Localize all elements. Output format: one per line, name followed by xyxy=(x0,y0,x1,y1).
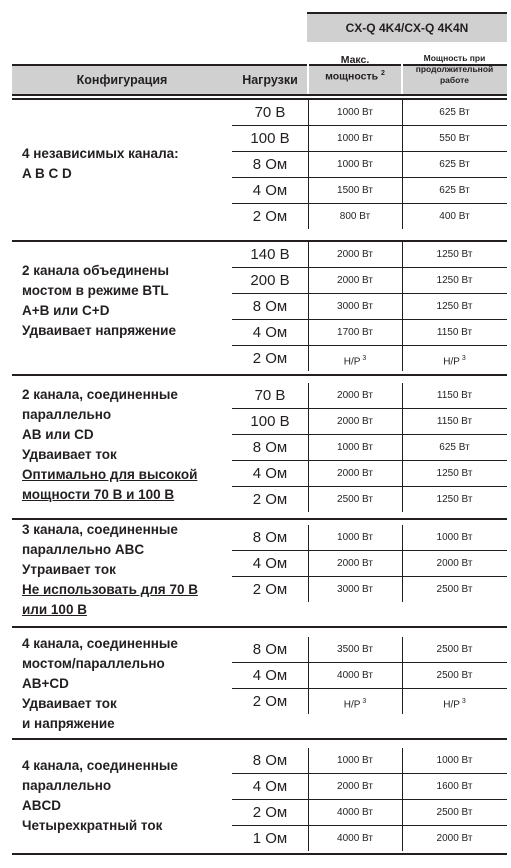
load-cell-value: 4 Ом xyxy=(252,778,288,795)
max-power-cell-value: 800 Вт xyxy=(339,211,371,222)
header-divider xyxy=(401,44,403,94)
continuous-power-cell-value: 400 Вт xyxy=(439,211,470,222)
table-bottom-border xyxy=(12,853,507,855)
configuration-line: Удваивает ток xyxy=(22,696,117,711)
load-cell xyxy=(232,242,308,267)
continuous-power-cell-value: 1250 Вт xyxy=(436,301,473,312)
load-cell xyxy=(232,320,308,345)
continuous-power-cell xyxy=(402,100,507,125)
continuous-power-cell-value: 2500 Вт xyxy=(436,584,473,595)
configuration-line: 2 канала, соединенные xyxy=(22,387,178,402)
load-cell xyxy=(232,689,308,715)
group-separator xyxy=(12,738,507,740)
table-row xyxy=(232,346,507,372)
continuous-power-cell xyxy=(402,435,507,460)
continuous-power-cell xyxy=(402,551,507,576)
load-cell-value: 8 Ом xyxy=(252,156,288,173)
continuous-power-cell xyxy=(402,294,507,319)
max-power-cell xyxy=(308,268,402,293)
column-divider xyxy=(402,242,403,371)
configuration-line: параллельно xyxy=(22,407,112,422)
load-cell-value: 8 Ом xyxy=(252,641,288,658)
load-cell xyxy=(232,383,308,408)
configuration-line: ABCD xyxy=(22,798,61,813)
continuous-power-cell-value: 2500 Вт xyxy=(436,670,473,681)
continuous-power-cell-value: 625 Вт xyxy=(439,185,470,196)
continuous-power-label-line2: продолжительной xyxy=(415,63,494,74)
load-cell xyxy=(232,577,308,603)
load-cell-value: 8 Ом xyxy=(252,439,288,456)
max-power-cell-value: 1000 Вт xyxy=(337,755,373,766)
table-row xyxy=(232,242,507,268)
max-power-cell xyxy=(308,800,402,825)
load-cell-value: 140 В xyxy=(250,246,290,263)
configuration-line: 2 канала объединены xyxy=(22,263,169,278)
continuous-power-cell-value: 1600 Вт xyxy=(436,781,473,792)
max-power-cell xyxy=(308,126,402,151)
continuous-power-cell xyxy=(402,748,507,773)
load-cell xyxy=(232,551,308,576)
load-cell-value: 8 Ом xyxy=(252,298,288,315)
continuous-power-cell-value: 625 Вт xyxy=(439,107,470,118)
max-power-cell xyxy=(308,204,402,230)
table-row xyxy=(232,800,507,826)
continuous-power-cell xyxy=(402,663,507,688)
max-power-cell xyxy=(308,826,402,852)
continuous-power-label-line1: Мощность при xyxy=(423,52,486,63)
max-power-cell-value: Н/Р xyxy=(343,699,361,711)
load-cell xyxy=(232,409,308,434)
table-row xyxy=(232,487,507,513)
max-power-cell-value: 4000 Вт xyxy=(337,807,373,818)
max-power-cell xyxy=(308,487,402,513)
table-row xyxy=(232,435,507,461)
max-power-cell xyxy=(308,461,402,486)
header-divider xyxy=(307,44,309,94)
continuous-power-column-header xyxy=(402,44,507,94)
max-power-cell xyxy=(308,294,402,319)
load-cell xyxy=(232,100,308,125)
load-cell-value: 70 В xyxy=(254,104,286,121)
continuous-power-cell-value: Н/Р xyxy=(443,356,460,368)
column-divider xyxy=(402,637,403,714)
configuration-line: параллельно xyxy=(22,778,112,793)
continuous-power-cell-value: 550 Вт xyxy=(439,133,470,144)
load-cell-value: 2 Ом xyxy=(252,581,288,598)
continuous-power-cell xyxy=(402,383,507,408)
configuration-line: Четырехкратный ток xyxy=(22,818,163,833)
load-cell xyxy=(232,346,308,372)
max-power-cell-value: 3500 Вт xyxy=(337,644,373,655)
max-power-cell xyxy=(308,152,402,177)
footnote-marker: 3 xyxy=(360,355,367,362)
load-cell xyxy=(232,525,308,550)
configuration-line: 4 канала, соединенные xyxy=(22,636,178,651)
continuous-power-cell xyxy=(402,689,507,715)
max-power-cell xyxy=(308,346,402,372)
continuous-power-cell xyxy=(402,320,507,345)
column-divider xyxy=(402,383,403,512)
load-cell-value: 1 Ом xyxy=(252,830,288,847)
load-cell xyxy=(232,748,308,773)
table-row xyxy=(232,100,507,126)
load-cell-value: 70 В xyxy=(254,387,286,404)
configuration-line: Утраивает ток xyxy=(22,562,116,577)
configuration-description xyxy=(22,144,232,184)
table-row xyxy=(232,461,507,487)
load-cell xyxy=(232,152,308,177)
configuration-line: A B C D xyxy=(22,166,72,181)
table-row xyxy=(232,663,507,689)
max-power-cell-value: 1000 Вт xyxy=(337,159,373,170)
table-row xyxy=(232,204,507,230)
configuration-line: AB или CD xyxy=(22,427,94,442)
continuous-power-cell-value: 625 Вт xyxy=(439,159,470,170)
configuration-description xyxy=(22,520,232,620)
max-power-cell-value: 3000 Вт xyxy=(337,584,373,595)
max-power-cell-value: 2000 Вт xyxy=(337,275,373,286)
column-divider xyxy=(308,242,309,371)
continuous-power-cell-value: 1250 Вт xyxy=(436,249,473,260)
load-cell-value: 200 В xyxy=(250,272,290,289)
configuration-description xyxy=(22,634,232,734)
load-cell-value: 2 Ом xyxy=(252,491,288,508)
table-row xyxy=(232,126,507,152)
max-power-cell xyxy=(308,435,402,460)
max-power-cell-value: 2500 Вт xyxy=(337,494,373,505)
load-cell xyxy=(232,126,308,151)
max-power-cell xyxy=(308,689,402,715)
table-row xyxy=(232,383,507,409)
load-cell xyxy=(232,204,308,230)
continuous-power-cell xyxy=(402,242,507,267)
column-divider xyxy=(402,525,403,602)
continuous-power-cell xyxy=(402,346,507,372)
table-row xyxy=(232,268,507,294)
continuous-power-cell-value: 1250 Вт xyxy=(436,494,473,505)
max-power-cell-value: 2000 Вт xyxy=(337,390,373,401)
continuous-power-cell xyxy=(402,204,507,230)
max-power-cell-value: 2000 Вт xyxy=(337,558,373,569)
load-cell-value: 100 В xyxy=(250,413,290,430)
max-power-cell-value: 1000 Вт xyxy=(337,532,373,543)
table-row xyxy=(232,774,507,800)
table-row xyxy=(232,551,507,577)
configuration-line: 4 канала, соединенные xyxy=(22,758,178,773)
max-power-cell xyxy=(308,525,402,550)
max-power-cell xyxy=(308,551,402,576)
configuration-line: мощности 70 В и 100 В xyxy=(22,487,175,502)
continuous-power-cell xyxy=(402,525,507,550)
continuous-power-cell-value: 2500 Вт xyxy=(436,644,473,655)
max-power-cell xyxy=(308,748,402,773)
load-cell xyxy=(232,637,308,662)
continuous-power-cell-value: 2500 Вт xyxy=(436,807,473,818)
footnote-marker: 3 xyxy=(459,698,466,705)
configuration-description xyxy=(22,385,232,505)
configuration-line: Не использовать для 70 В xyxy=(22,582,198,597)
continuous-power-cell-value: 625 Вт xyxy=(439,442,470,453)
continuous-power-cell-value: 1150 Вт xyxy=(436,390,473,401)
continuous-power-cell-value: 1250 Вт xyxy=(436,275,473,286)
continuous-power-cell xyxy=(402,577,507,603)
load-cell-value: 4 Ом xyxy=(252,555,288,572)
column-divider xyxy=(308,525,309,602)
configuration-line: 3 канала, соединенные xyxy=(22,522,178,537)
continuous-power-cell-value: 1250 Вт xyxy=(436,468,473,479)
table-row xyxy=(232,689,507,715)
load-cell-value: 4 Ом xyxy=(252,182,288,199)
max-power-cell-value: 4000 Вт xyxy=(337,670,373,681)
load-cell-value: 8 Ом xyxy=(252,529,288,546)
group-separator xyxy=(12,626,507,628)
configuration-line: AB+CD xyxy=(22,676,69,691)
continuous-power-cell-value: Н/Р xyxy=(443,699,460,711)
table-row xyxy=(232,409,507,435)
continuous-power-cell xyxy=(402,774,507,799)
continuous-power-cell xyxy=(402,178,507,203)
max-power-cell-value: 2000 Вт xyxy=(337,416,373,427)
configuration-line: 4 независимых канала: xyxy=(22,146,179,161)
table-row xyxy=(232,525,507,551)
continuous-power-cell xyxy=(402,152,507,177)
max-power-cell-value: 2000 Вт xyxy=(337,468,373,479)
config-column-label: Конфигурация xyxy=(76,73,168,87)
max-power-cell xyxy=(308,383,402,408)
load-cell-value: 4 Ом xyxy=(252,465,288,482)
load-cell-value: 2 Ом xyxy=(252,693,288,710)
configuration-line: параллельно ABC xyxy=(22,542,145,557)
max-power-cell-value: 1000 Вт xyxy=(337,442,373,453)
load-cell xyxy=(232,294,308,319)
max-power-cell xyxy=(308,774,402,799)
load-cell xyxy=(232,774,308,799)
configuration-description xyxy=(22,261,232,341)
configuration-line: мостом/параллельно xyxy=(22,656,165,671)
column-divider xyxy=(308,383,309,512)
max-power-cell-value: 2000 Вт xyxy=(337,249,373,260)
configuration-line: Оптимально для высокой xyxy=(22,467,198,482)
configuration-line: Удваивает напряжение xyxy=(22,323,176,338)
load-cell xyxy=(232,487,308,513)
column-divider xyxy=(308,748,309,851)
table-row xyxy=(232,178,507,204)
column-divider xyxy=(402,748,403,851)
configuration-line: мостом в режиме BTL xyxy=(22,283,169,298)
max-power-cell xyxy=(308,242,402,267)
max-power-cell-value: 1000 Вт xyxy=(337,107,373,118)
column-divider xyxy=(308,100,309,229)
loads-column-header xyxy=(232,66,308,94)
load-cell-value: 100 В xyxy=(250,130,290,147)
max-power-cell xyxy=(308,577,402,603)
max-power-cell xyxy=(308,178,402,203)
max-power-cell-value: 1000 Вт xyxy=(337,133,373,144)
max-power-cell-value: Н/Р xyxy=(343,356,361,368)
continuous-power-cell-value: 2000 Вт xyxy=(436,558,473,569)
load-cell xyxy=(232,178,308,203)
load-cell-value: 2 Ом xyxy=(252,804,288,821)
continuous-power-cell xyxy=(402,826,507,852)
continuous-power-cell xyxy=(402,800,507,825)
group-separator xyxy=(12,374,507,376)
table-row xyxy=(232,152,507,178)
max-power-cell-value: 1500 Вт xyxy=(337,185,373,196)
continuous-power-cell xyxy=(402,409,507,434)
table-row xyxy=(232,637,507,663)
continuous-power-cell xyxy=(402,487,507,513)
continuous-power-cell xyxy=(402,461,507,486)
max-power-footnote: 2 xyxy=(380,70,385,78)
continuous-power-label-line3: работе xyxy=(439,74,470,85)
continuous-power-cell xyxy=(402,637,507,662)
max-power-cell-value: 2000 Вт xyxy=(337,781,373,792)
table-row xyxy=(232,320,507,346)
continuous-power-cell-value: 1000 Вт xyxy=(436,532,473,543)
max-power-label-line2-wrap xyxy=(325,67,385,84)
max-power-cell-value: 3000 Вт xyxy=(337,301,373,312)
load-cell xyxy=(232,461,308,486)
model-header xyxy=(307,12,507,42)
max-power-column-header xyxy=(308,44,402,94)
loads-column-label: Нагрузки xyxy=(242,73,298,87)
load-cell-value: 4 Ом xyxy=(252,324,288,341)
continuous-power-cell-value: 1000 Вт xyxy=(436,755,473,766)
column-divider xyxy=(402,100,403,229)
configuration-line: A+B или C+D xyxy=(22,303,110,318)
load-cell xyxy=(232,800,308,825)
continuous-power-cell xyxy=(402,268,507,293)
max-power-cell xyxy=(308,409,402,434)
model-name: CX-Q 4K4/CX-Q 4K4N xyxy=(345,21,469,35)
load-cell-value: 2 Ом xyxy=(252,350,288,367)
continuous-power-cell-value: 1150 Вт xyxy=(436,327,473,338)
max-power-cell xyxy=(308,637,402,662)
configuration-description xyxy=(22,756,232,836)
max-power-cell-value: 4000 Вт xyxy=(337,833,373,844)
load-cell-value: 8 Ом xyxy=(252,752,288,769)
load-cell-value: 4 Ом xyxy=(252,667,288,684)
load-cell-value: 2 Ом xyxy=(252,208,288,225)
max-power-cell xyxy=(308,100,402,125)
load-cell xyxy=(232,268,308,293)
load-cell xyxy=(232,435,308,460)
continuous-power-cell xyxy=(402,126,507,151)
configuration-line: Удваивает ток xyxy=(22,447,117,462)
max-power-cell xyxy=(308,320,402,345)
max-power-label-line1: Макс. xyxy=(340,54,370,67)
table-row xyxy=(232,826,507,852)
table-row xyxy=(232,577,507,603)
continuous-power-cell-value: 2000 Вт xyxy=(436,833,473,844)
max-power-cell xyxy=(308,663,402,688)
load-cell xyxy=(232,826,308,852)
max-power-cell-value: 1700 Вт xyxy=(337,327,373,338)
configuration-line: или 100 В xyxy=(22,602,87,617)
configuration-line: и напряжение xyxy=(22,716,115,731)
max-power-label-line2: мощность xyxy=(325,70,379,83)
table-row xyxy=(232,748,507,774)
table-row xyxy=(232,294,507,320)
load-cell xyxy=(232,663,308,688)
continuous-power-cell-value: 1150 Вт xyxy=(436,416,473,427)
column-divider xyxy=(308,637,309,714)
footnote-marker: 3 xyxy=(360,698,367,705)
footnote-marker: 3 xyxy=(459,355,466,362)
config-column-header xyxy=(12,66,232,94)
